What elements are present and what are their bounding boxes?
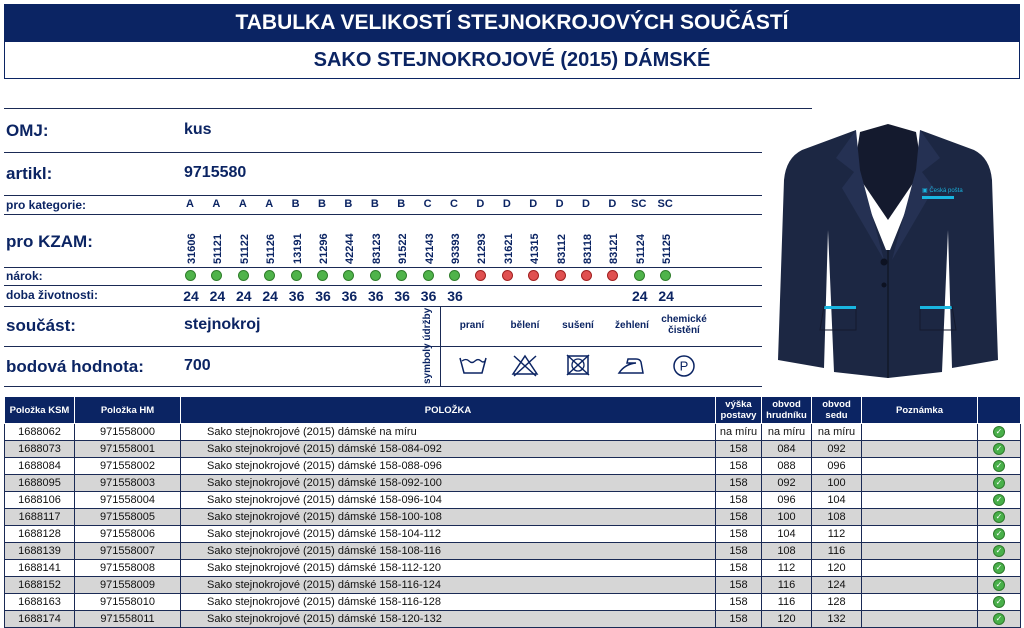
no-bleach-icon	[511, 353, 539, 377]
kzam-code: 83123	[370, 233, 383, 264]
category-cell: B	[397, 198, 406, 210]
category-cell: C	[450, 198, 458, 210]
cell-sed: 120	[812, 560, 862, 577]
lifetime-value: 36	[447, 288, 463, 304]
check-icon: ✓	[993, 562, 1005, 574]
cell-vyska: 158	[716, 594, 762, 611]
cell-vyska: 158	[716, 458, 762, 475]
jacket-image	[772, 110, 1004, 382]
lifetime-value: 36	[341, 288, 358, 304]
cell-status	[978, 509, 1021, 526]
kzam-code: 83118	[582, 234, 594, 264]
divider	[4, 152, 762, 153]
cell-ksm: 1688152	[5, 577, 75, 594]
cross-icon	[581, 270, 592, 281]
cell-vyska: 158	[716, 611, 762, 628]
cell-status	[978, 560, 1021, 577]
dry-clean-p-icon	[672, 354, 696, 378]
divider	[4, 195, 762, 196]
iron-icon	[616, 354, 646, 376]
check-icon	[449, 270, 460, 281]
cell-poznamka	[862, 611, 978, 628]
cell-poznamka	[862, 560, 978, 577]
cell-ksm: 1688106	[5, 492, 75, 509]
cell-poznamka	[862, 441, 978, 458]
cell-poznamka	[862, 577, 978, 594]
cell-sed: 116	[812, 543, 862, 560]
cell-polozka: Sako stejnokrojové (2015) dámské 158-096-104	[181, 492, 716, 509]
divider	[4, 285, 762, 286]
lifetime-value: 24	[183, 288, 199, 304]
cell-hm: 971558002	[75, 458, 181, 475]
cell-polozka: Sako stejnokrojové (2015) dámské 158-092-100	[181, 475, 716, 492]
cell-hm: 971558005	[75, 509, 181, 526]
category-cell: SC	[631, 198, 647, 210]
cell-sed: 128	[812, 594, 862, 611]
table-row	[5, 509, 1021, 526]
col-header-poznamka: Poznámka	[862, 397, 978, 424]
page-title: TABULKA VELIKOSTÍ STEJNOKROJOVÝCH SOUČÁSTÍ	[4, 4, 1020, 42]
lifetime-value: 24	[262, 288, 278, 304]
category-cell: B	[344, 198, 353, 210]
cell-hrudnik: 108	[762, 543, 812, 560]
check-icon	[370, 270, 381, 281]
divider	[4, 108, 812, 109]
cell-hm: 971558011	[75, 611, 181, 628]
cell-status	[978, 577, 1021, 594]
table-header-row	[5, 397, 1021, 424]
table-row	[5, 526, 1021, 543]
cell-vyska: 158	[716, 441, 762, 458]
zivotnost-label: doba životnosti:	[6, 288, 98, 302]
table-row	[5, 611, 1021, 628]
cell-hrudnik: 104	[762, 526, 812, 543]
category-cell: A	[212, 198, 221, 210]
lifetime-value: 36	[420, 288, 437, 304]
table-row	[5, 560, 1021, 577]
lifetime-value: 24	[209, 288, 226, 304]
divider	[440, 306, 441, 386]
category-cell: B	[370, 198, 379, 210]
page-subtitle: SAKO STEJNOKROJOVÉ (2015) DÁMSKÉ	[4, 42, 1020, 79]
cell-vyska: 158	[716, 475, 762, 492]
cell-status	[978, 424, 1021, 441]
kategorie-label: pro kategorie:	[6, 198, 87, 212]
col-header-sed: obvod sedu	[812, 397, 862, 424]
cell-hrudnik: 112	[762, 560, 812, 577]
kzam-code: 83112	[555, 234, 568, 264]
cell-vyska: na míru	[716, 424, 762, 441]
kzam-code: 93393	[450, 233, 462, 264]
check-icon	[396, 270, 407, 281]
col-header-hrudnik: obvod hrudníku	[762, 397, 812, 424]
cell-polozka: Sako stejnokrojové (2015) dámské 158-120-132	[181, 611, 716, 628]
check-icon	[291, 270, 302, 281]
kzam-code: 91522	[397, 233, 410, 264]
kzam-code: 51121	[212, 234, 225, 264]
col-header-polozka: POLOŽKA	[181, 397, 716, 424]
cell-hrudnik: na míru	[762, 424, 812, 441]
cell-sed: 124	[812, 577, 862, 594]
kzam-code: 41315	[529, 233, 542, 264]
cell-poznamka	[862, 526, 978, 543]
cross-icon	[502, 270, 513, 281]
soucast-label: součást:	[6, 316, 76, 335]
cell-ksm: 1688174	[5, 611, 75, 628]
divider	[4, 214, 762, 215]
care-label-prani: praní	[459, 320, 485, 331]
bodova-label: bodová hodnota:	[6, 357, 144, 376]
table-row	[5, 475, 1021, 492]
cell-status	[978, 594, 1021, 611]
artikl-label: artikl:	[6, 164, 53, 183]
care-label-zehleni: žehlení	[615, 320, 649, 331]
cell-status	[978, 526, 1021, 543]
bodova-value: 700	[184, 357, 211, 374]
cell-polozka: Sako stejnokrojové (2015) dámské 158-088-096	[181, 458, 716, 475]
cell-hrudnik: 096	[762, 492, 812, 509]
col-header-ksm: Položka KSM	[5, 397, 75, 424]
cell-hm: 971558010	[75, 594, 181, 611]
cell-polozka: Sako stejnokrojové (2015) dámské 158-108-116	[181, 543, 716, 560]
cell-poznamka	[862, 492, 978, 509]
size-table	[4, 396, 1021, 628]
cell-sed: 132	[812, 611, 862, 628]
col-header-vyska: výška postavy	[716, 397, 762, 424]
cell-hrudnik: 084	[762, 441, 812, 458]
check-icon	[343, 270, 354, 281]
check-icon: ✓	[993, 511, 1005, 523]
check-icon: ✓	[993, 596, 1005, 608]
cell-ksm: 1688163	[5, 594, 75, 611]
cross-icon	[528, 270, 539, 281]
cell-vyska: 158	[716, 492, 762, 509]
cell-vyska: 158	[716, 526, 762, 543]
kzam-code: 21296	[318, 233, 330, 264]
no-tumble-dry-icon	[565, 353, 591, 377]
kzam-code: 31606	[186, 233, 198, 264]
check-icon	[423, 270, 434, 281]
cell-ksm: 1688141	[5, 560, 75, 577]
omj-value: kus	[184, 121, 212, 138]
cell-sed: 096	[812, 458, 862, 475]
cell-hrudnik: 100	[762, 509, 812, 526]
cell-ksm: 1688128	[5, 526, 75, 543]
cell-vyska: 158	[716, 509, 762, 526]
cell-status	[978, 492, 1021, 509]
table-row	[5, 543, 1021, 560]
cell-polozka: Sako stejnokrojové (2015) dámské 158-084-092	[181, 441, 716, 458]
lifetime-value: 24	[658, 288, 674, 304]
lifetime-value: 24	[632, 288, 648, 304]
cell-poznamka	[862, 509, 978, 526]
cell-polozka: Sako stejnokrojové (2015) dámské 158-112-120	[181, 560, 716, 577]
svg-text:▣ Česká pošta: ▣ Česká pošta	[922, 188, 963, 194]
check-icon: ✓	[993, 426, 1005, 438]
check-icon	[634, 270, 645, 281]
cross-icon	[607, 270, 618, 281]
kzam-code: 21293	[476, 233, 489, 264]
cell-hm: 971558004	[75, 492, 181, 509]
cell-sed: 100	[812, 475, 862, 492]
cell-hm: 971558001	[75, 441, 181, 458]
care-symbols-label: symboly údržby	[422, 307, 433, 385]
cell-hm: 971558006	[75, 526, 181, 543]
soucast-value: stejnokroj	[184, 316, 261, 333]
category-cell: D	[608, 198, 617, 210]
cell-hm: 971558007	[75, 543, 181, 560]
cell-sed: 092	[812, 441, 862, 458]
cell-sed: 108	[812, 509, 862, 526]
omj-label: OMJ:	[6, 121, 49, 140]
cell-hrudnik: 116	[762, 594, 812, 611]
category-cell: D	[502, 198, 511, 210]
table-row	[5, 492, 1021, 509]
col-header-status	[978, 397, 1021, 424]
category-cell: B	[318, 198, 326, 210]
kzam-code: 42143	[423, 233, 436, 264]
cell-poznamka	[862, 594, 978, 611]
divider	[4, 306, 762, 307]
cell-status	[978, 441, 1021, 458]
cell-poznamka	[862, 424, 978, 441]
lifetime-value: 36	[315, 288, 331, 304]
check-icon	[264, 270, 275, 281]
cell-polozka: Sako stejnokrojové (2015) dámské 158-116-128	[181, 594, 716, 611]
kzam-code: 51125	[661, 234, 674, 264]
cell-hm: 971558003	[75, 475, 181, 492]
category-cell: B	[291, 198, 300, 210]
kzam-label: pro KZAM:	[6, 232, 93, 251]
cell-sed: 112	[812, 526, 862, 543]
table-row	[5, 577, 1021, 594]
category-cell: D	[529, 198, 538, 210]
cell-ksm: 1688139	[5, 543, 75, 560]
cell-status	[978, 543, 1021, 560]
kzam-code: 83121	[608, 233, 621, 264]
cell-status	[978, 475, 1021, 492]
cell-hm: 971558009	[75, 577, 181, 594]
kzam-code: 51126	[265, 234, 278, 264]
table-row	[5, 594, 1021, 611]
cell-status	[978, 458, 1021, 475]
cross-icon	[555, 270, 566, 281]
check-icon: ✓	[993, 460, 1005, 472]
kzam-code: 31621	[502, 233, 515, 264]
cross-icon	[475, 270, 486, 281]
category-cell: D	[555, 198, 564, 210]
table-row	[5, 458, 1021, 475]
lifetime-value: 36	[394, 288, 410, 304]
care-label-suseni: sušení	[562, 320, 594, 331]
lifetime-value: 36	[288, 288, 305, 304]
check-icon: ✓	[993, 443, 1005, 455]
kzam-code: 13191	[291, 233, 304, 264]
cell-polozka: Sako stejnokrojové (2015) dámské na míru	[181, 424, 716, 441]
cell-polozka: Sako stejnokrojové (2015) dámské 158-104-112	[181, 526, 716, 543]
care-label-beleni: bělení	[510, 320, 540, 331]
cell-ksm: 1688084	[5, 458, 75, 475]
wash-icon	[458, 354, 488, 376]
care-label-chemicke: chemické čistění	[661, 314, 707, 336]
kzam-code: 51122	[238, 234, 251, 264]
cell-hrudnik: 092	[762, 475, 812, 492]
cell-hm: 971558008	[75, 560, 181, 577]
narok-label: nárok:	[6, 269, 43, 283]
check-icon	[211, 270, 222, 281]
check-icon: ✓	[993, 494, 1005, 506]
table-row	[5, 424, 1021, 441]
check-icon: ✓	[993, 545, 1005, 557]
cell-hrudnik: 088	[762, 458, 812, 475]
cell-vyska: 158	[716, 560, 762, 577]
lifetime-value: 24	[236, 288, 252, 304]
check-icon	[317, 270, 328, 281]
cell-polozka: Sako stejnokrojové (2015) dámské 158-116-124	[181, 577, 716, 594]
divider	[4, 346, 762, 347]
cell-vyska: 158	[716, 577, 762, 594]
artikl-value: 9715580	[184, 164, 247, 181]
cell-vyska: 158	[716, 543, 762, 560]
cell-poznamka	[862, 543, 978, 560]
cell-ksm: 1688095	[5, 475, 75, 492]
cell-status	[978, 611, 1021, 628]
cell-hrudnik: 120	[762, 611, 812, 628]
cell-sed: 104	[812, 492, 862, 509]
cell-hm: 971558000	[75, 424, 181, 441]
lifetime-value: 36	[368, 288, 384, 304]
category-cell: A	[265, 198, 274, 210]
cell-hrudnik: 116	[762, 577, 812, 594]
cell-ksm: 1688073	[5, 441, 75, 458]
category-cell: D	[476, 198, 485, 210]
divider	[4, 267, 762, 268]
check-icon	[185, 270, 196, 281]
check-icon	[660, 270, 671, 281]
check-icon: ✓	[993, 579, 1005, 591]
cell-ksm: 1688062	[5, 424, 75, 441]
cell-polozka: Sako stejnokrojové (2015) dámské 158-100-108	[181, 509, 716, 526]
cell-ksm: 1688117	[5, 509, 75, 526]
check-icon: ✓	[993, 528, 1005, 540]
category-cell: A	[238, 198, 247, 210]
cell-poznamka	[862, 475, 978, 492]
kzam-code: 51124	[634, 234, 647, 264]
check-icon: ✓	[993, 477, 1005, 489]
col-header-hm: Položka HM	[75, 397, 181, 424]
svg-text:P: P	[679, 358, 689, 374]
category-cell: C	[423, 198, 432, 210]
cell-poznamka	[862, 458, 978, 475]
check-icon: ✓	[993, 613, 1005, 625]
cell-sed: na míru	[812, 424, 862, 441]
table-row	[5, 441, 1021, 458]
check-icon	[238, 270, 249, 281]
divider	[4, 386, 762, 387]
category-cell: A	[186, 198, 194, 210]
category-cell: D	[582, 198, 590, 210]
category-cell: SC	[657, 198, 673, 210]
kzam-code: 42244	[344, 233, 357, 264]
